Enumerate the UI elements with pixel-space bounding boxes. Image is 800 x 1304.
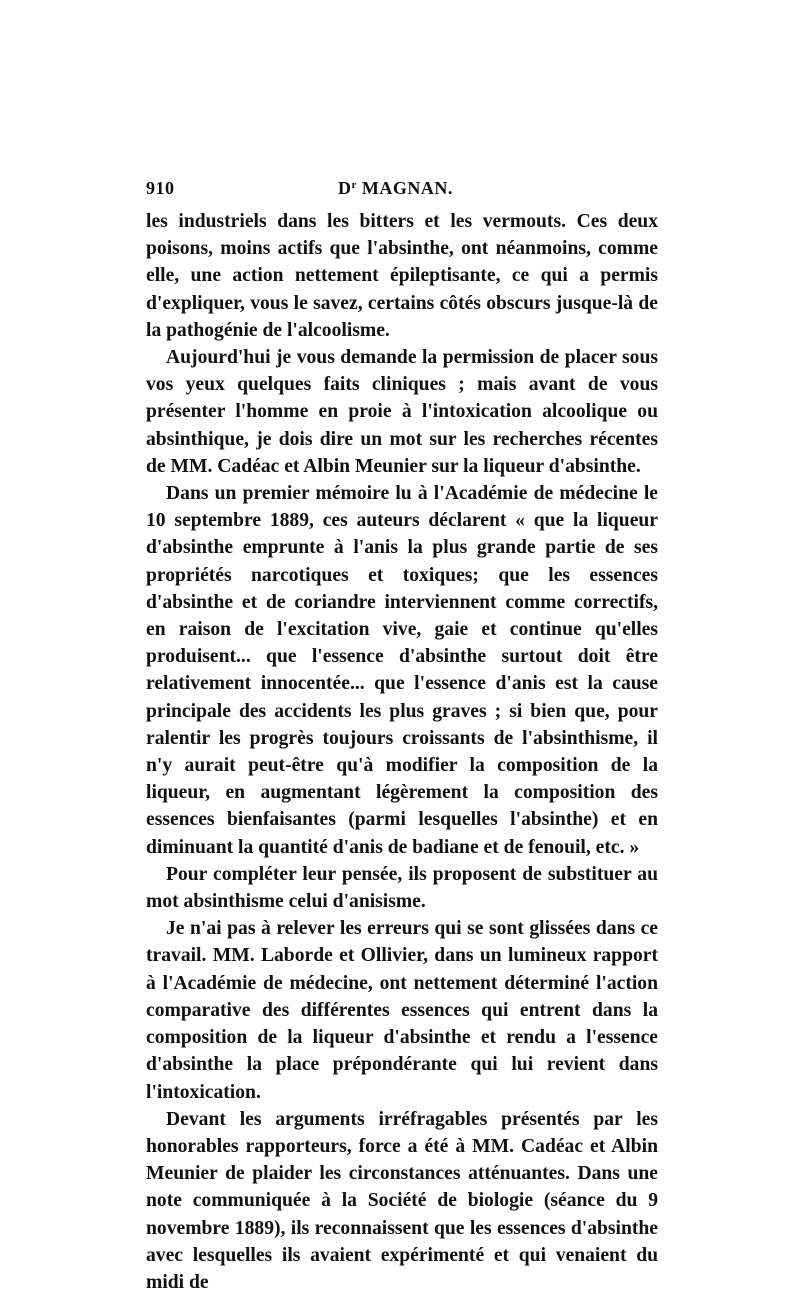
paragraph-continued: les industriels dans les bitters et les vermouts. Ces deux poisons, moins actifs que l'absinthe, ont néanmoins, comme elle, une action nettement épileptisante, ce qui a permis d'expliquer, vous le savez, certains côtés obscurs jusque-là de la pathogénie de l'alcoolisme. [146, 211, 658, 341]
running-title-author [338, 178, 453, 199]
paragraph: Aujourd'hui je vous demande la permission de placer sous vos yeux quelques faits cliniques ; mais avant de vous présenter l'homme en proie à l'intoxication alcoolique ou absinthique, je dois dire un mot sur les recherches récentes de MM. Cadéac et Albin Meunier sur la liqueur d'absinthe. [146, 347, 658, 477]
book-page [146, 178, 658, 1296]
author-name: MAGNAN. [356, 178, 453, 198]
paragraph: Je n'ai pas à relever les erreurs qui se sont glissées dans ce travail. MM. Laborde et Ollivier, dans un lumineux rapport à l'Académie de médecine, ont nettement déterminé l'action comparative des différentes essences qui entrent dans la composition de la liqueur d'absinthe et rendu a l'essence d'absinthe la place prépondérante qui lui revient dans l'intoxication. [146, 918, 658, 1103]
paragraph: Pour compléter leur pensée, ils proposent de substituer au mot absinthisme celui d'anisisme. [146, 863, 658, 913]
paragraph: Dans un premier mémoire lu à l'Académie de médecine le 10 septembre 1889, ces auteurs déclarent « que la liqueur d'absinthe emprunte à l'anis la plus grande partie de ses propriétés narcotiques et toxiques; que les essences d'absinthe et de coriandre interviennent comme correctifs, en raison de l'excitation vive, gaie et continue qu'elles produisent... que l'essence d'absinthe surtout doit être relativement innocentée... que l'essence d'anis est la cause principale des accidents les plus graves ; si bien que, pour ralentir les progrès toujours croissants de l'absinthisme, il n'y aurait peut-être qu'à modifier la composition de la liqueur, en augmentant légèrement la composition des essences bienfaisantes (parmi lesquelles l'absinthe) et en diminuant la quantité d'anis de badiane et de fenouil, etc. » [146, 483, 658, 858]
page-number: 910 [146, 178, 175, 198]
author-prefix-superscript: r [351, 179, 357, 191]
running-head [146, 178, 658, 204]
body-text [146, 208, 658, 1296]
paragraph: Devant les arguments irréfragables présentés par les honorables rapporteurs, force a été à MM. Cadéac et Albin Meunier de plaider les circonstances atténuantes. Dans une note communiquée à la Société de biologie (séance du 9 novembre 1889), ils reconnaissent que les essences d'absinthe avec lesquelles ils avaient expérimenté et qui venaient du midi de [146, 1108, 658, 1293]
author-prefix: D [338, 178, 352, 198]
